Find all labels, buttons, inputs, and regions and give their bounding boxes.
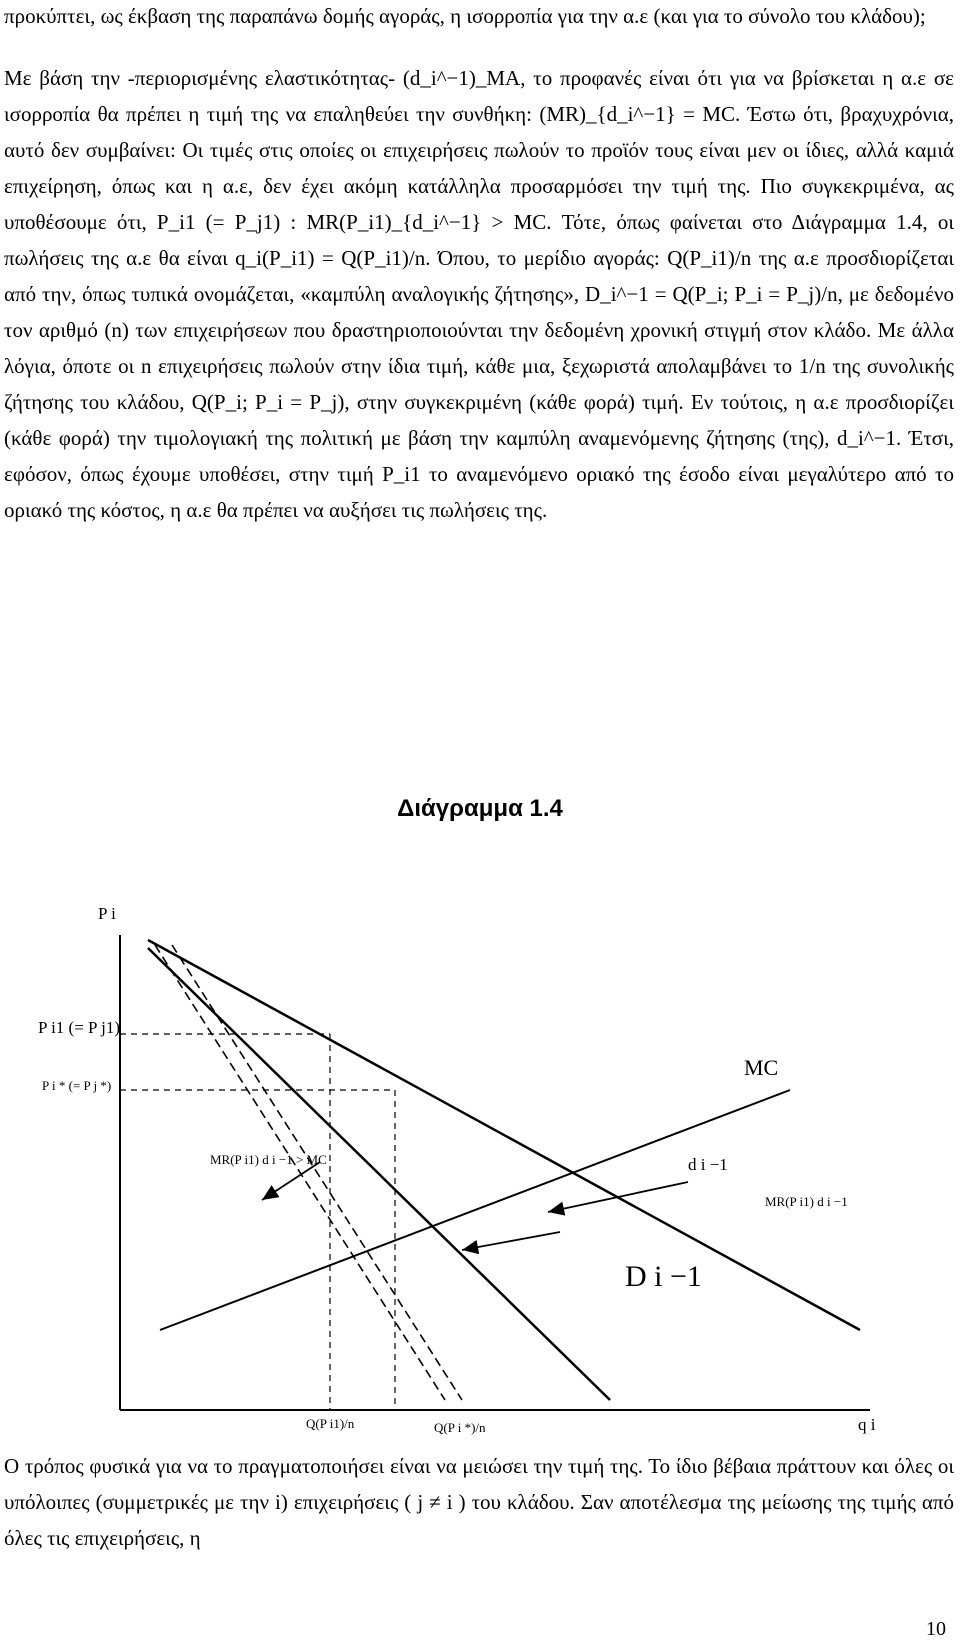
figure-title: Διάγραμμα 1.4 [397, 795, 563, 822]
d-curve-label: d i −1 [688, 1155, 728, 1174]
price-star-label: P i * (= P j *) [42, 1078, 112, 1093]
page-number: 10 [926, 1618, 946, 1640]
mc-curve [160, 1090, 790, 1330]
D-curve-label: D i −1 [625, 1260, 702, 1293]
mr-gt-mc-label: MR(P i1) d i −1 > MC [210, 1152, 327, 1167]
mc-label: MC [744, 1055, 779, 1080]
diagram-graphic [0, 900, 960, 1440]
q-star-label: Q(P i *)/n [434, 1420, 486, 1435]
q1-label: Q(P i1)/n [306, 1416, 355, 1431]
paragraph-1: προκύπτει, ως έκβαση της παραπάνω δομής αγοράς, η ισορροπία για την α.ε (και για το σύνολο του κλάδου); [4, 4, 926, 28]
diagram-1-4 [0, 900, 960, 1440]
paragraph-3: Ο τρόπος φυσικά για να το πραγματοποιήσει είναι να μειώσει την τιμή της. Το ίδιο βέβαια πράττουν και όλες οι υπόλοιπες (συμμετρικές με την i) επιχειρήσεις ( j ≠ i ) του κλάδου. Σαν αποτέλεσμα της μείωσης της τιμής από όλες τις επιχειρήσεις, η [4, 1454, 954, 1550]
price-1-label: P i1 (= P j1) [38, 1018, 121, 1037]
D-curve-a [155, 945, 445, 1400]
arrow-D-curve [462, 1232, 560, 1250]
y-axis-label: P i [98, 904, 116, 923]
d-curve [148, 940, 860, 1330]
x-axis-label: q i [858, 1415, 876, 1434]
paragraph-2: Με βάση την -περιορισμένης ελαστικότητας- (d_i^−1)_MA, το προφανές είναι ότι για να βρίσκεται η α.ε σε ισορροπία θα πρέπει η τιμή της να επαληθεύει την συνθήκη: (MR)_{d_i^−1} = MC. Έστω ότι, βραχυχρόνια, αυτό δεν συμβαίνει: Οι τιμές στις οποίες οι επιχειρήσεις πωλούν το προϊόν τους είναι μεν οι ίδιες, αλλά καμιά επιχείρηση, όπως και η α.ε, δεν έχει ακόμη κατάλληλα προσαρμόσει την τιμή της. Πιο συγκεκριμένα, ας υποθέσουμε ότι, P_i1 (= P_j1) : MR(P_i1)_{d_i^−1} > MC. Τότε, όπως φαίνεται στο Διάγραμμα 1.4, οι πωλήσεις της α.ε θα είναι q_i(P_i1) = Q(P_i1)/n. Όπου, το μερίδιο αγοράς: Q(P_i1)/n της α.ε προσδιορίζεται από την, όπως τυπικά ονομάζεται, «καμπύλη αναλογικής ζήτησης», D_i^−1 = Q(P_i; P_i = P_j)/n, με δεδομένο τον αριθμό (n) των επιχειρήσεων που δραστηριοποιούνται την δεδομένη χρονική στιγμή στον κλάδο. Με άλλα λόγια, όποτε οι n επιχειρήσεις πωλούν στην ίδια τιμή, κάθε μια, ξεχωριστά απολαμβάνει το 1/n της συνολικής ζήτησης του κλάδου, Q(P_i; P_i = P_j), στην συγκεκριμένη (κάθε φορά) τιμή. Εν τούτοις, η α.ε προσδιορίζει (κάθε φορά) την τιμολογιακή της πολιτική με βάση την καμπύλη αναμενόμενης ζήτησης (της), d_i^−1. Έτσι, εφόσον, όπως έχουμε υποθέσει, στην τιμή P_i1 το αναμενόμενο οριακό της έσοδο είναι μεγαλύτερο από το οριακό της κόστος, η α.ε θα πρέπει να αυξήσει τις πωλήσεις της. [4, 66, 954, 522]
arrow-d-curve [548, 1182, 688, 1212]
mr-curve-label: MR(P i1) d i −1 [765, 1194, 848, 1209]
